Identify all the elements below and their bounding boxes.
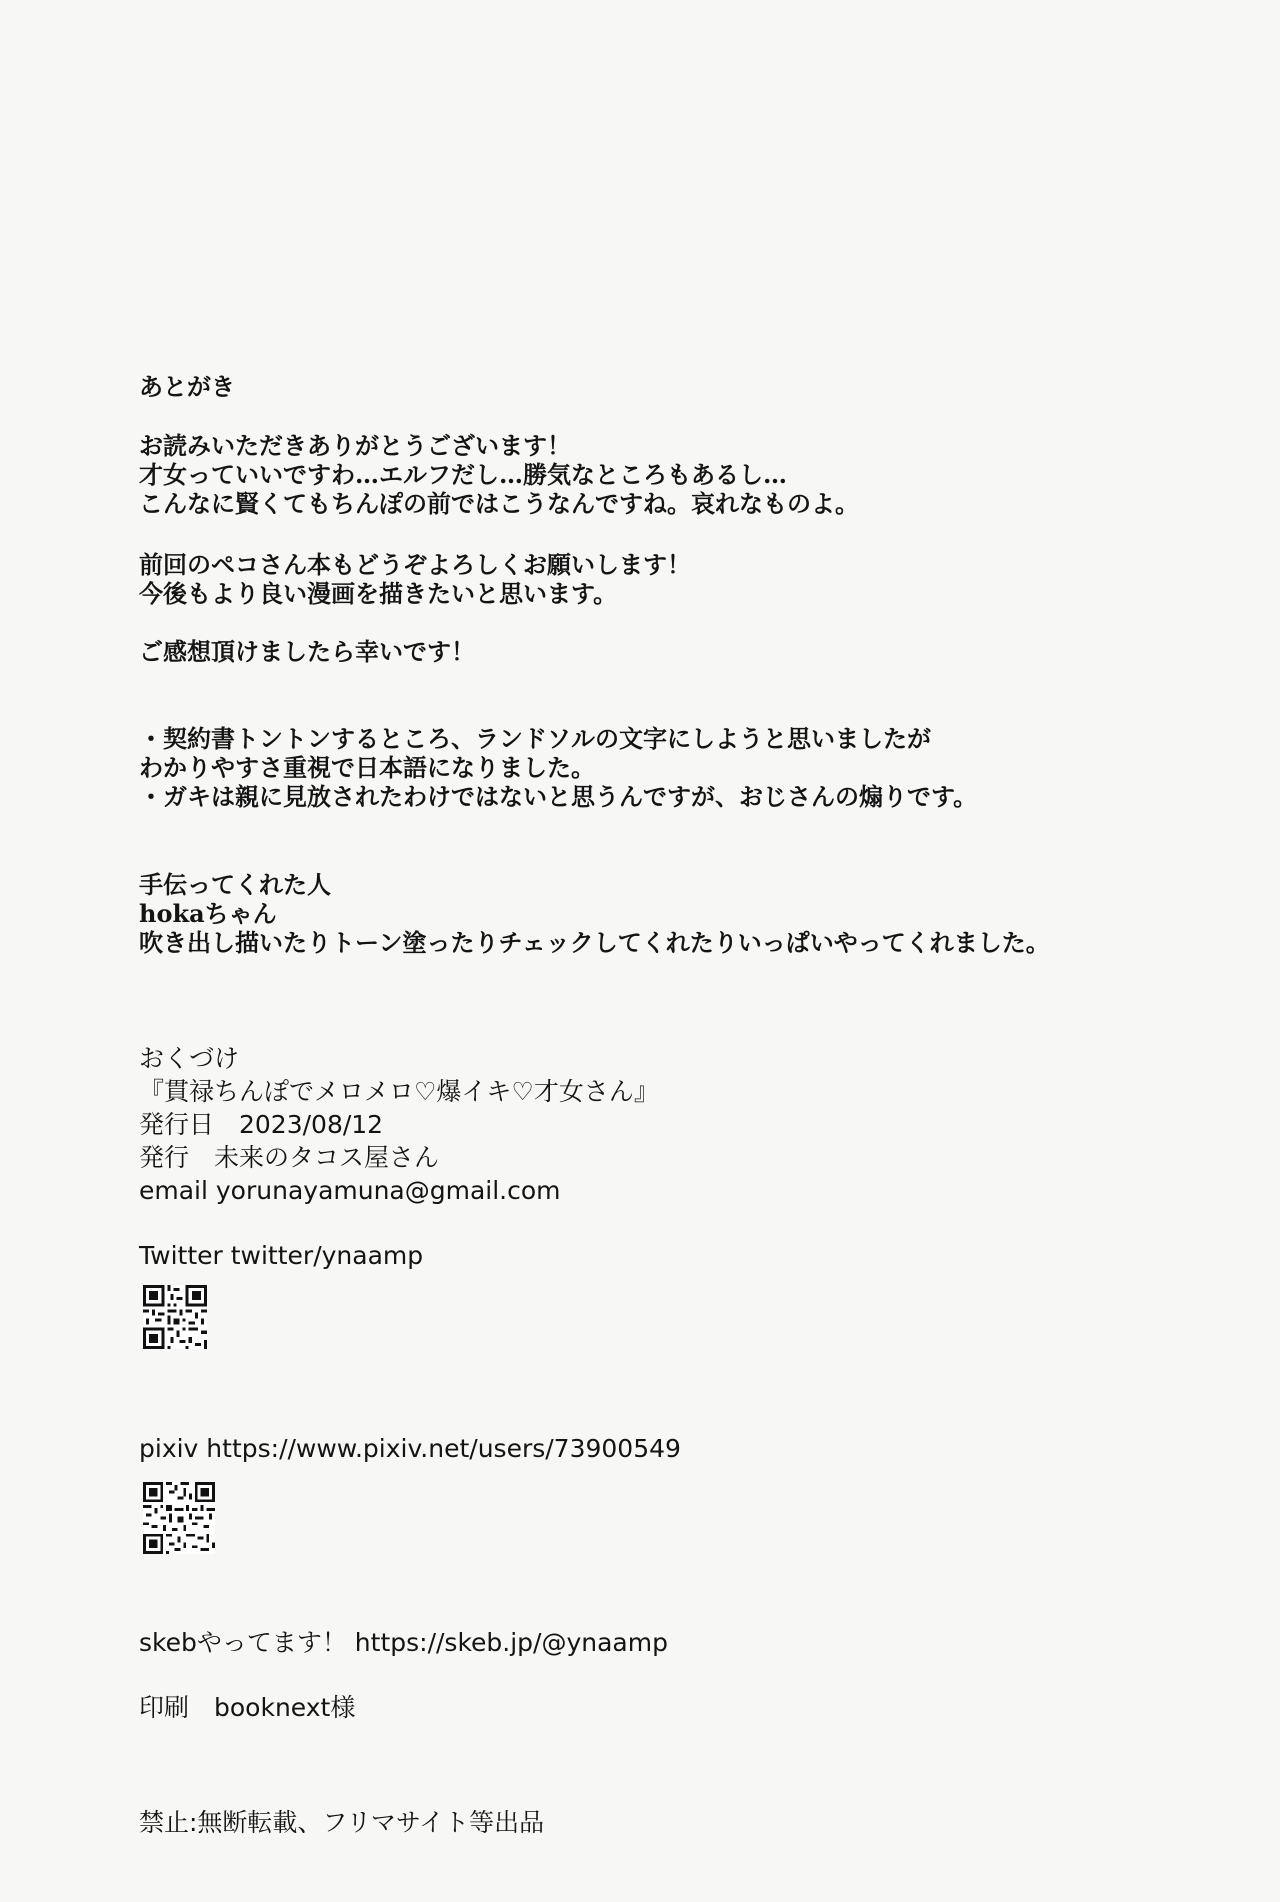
twitter-line: Twitter twitter/ynaamp	[139, 1241, 424, 1270]
book-title: 『貫禄ちんぽでメロメロ♡爆イキ♡才女さん』	[139, 1077, 659, 1106]
pixiv-qr-code	[143, 1482, 215, 1554]
afterword-line: 今後もより良い漫画を描きたいと思います。	[139, 579, 618, 608]
note-line: わかりやすさ重視で日本語になりました。	[139, 753, 595, 782]
helper-name: hokaちゃん	[139, 899, 277, 928]
publish-date: 発行日 2023/08/12	[139, 1110, 384, 1139]
afterword-heading: あとがき	[139, 372, 235, 401]
afterword-line: 前回のペコさん本もどうぞよろしくお願いします！	[139, 550, 691, 579]
note-line: ・ガキは親に見放されたわけではないと思うんですが、おじさんの煽りです。	[139, 782, 978, 811]
note-line: ・契約書トントンするところ、ランドソルの文字にしようと思いましたが	[139, 724, 931, 753]
colophon-heading: おくづけ	[139, 1044, 240, 1073]
prohibition-line: 禁止:無断転載、フリマサイト等出品	[139, 1808, 545, 1837]
pixiv-line: pixiv https://www.pixiv.net/users/73900549	[139, 1434, 681, 1463]
skeb-line: skebやってます！ https://skeb.jp/@ynaamp	[139, 1628, 668, 1657]
email-line: email yorunayamuna@gmail.com	[139, 1176, 561, 1205]
afterword-line: 才女っていいですわ…エルフだし…勝気なところもあるし…	[139, 460, 787, 489]
twitter-qr-code	[143, 1285, 207, 1349]
helper-note: 吹き出し描いたりトーン塗ったりチェックしてくれたりいっぱいやってくれました。	[139, 928, 1050, 957]
publisher: 発行 未来のタコス屋さん	[139, 1143, 440, 1172]
afterword-line: お読みいただきありがとうございます！	[139, 431, 571, 460]
afterword-line: こんなに賢くてもちんぽの前ではこうなんですね。哀れなものよ。	[139, 489, 859, 518]
afterword-line: ご感想頂けましたら幸いです！	[139, 637, 475, 666]
print-line: 印刷 booknext様	[139, 1693, 356, 1722]
helpers-label: 手伝ってくれた人	[139, 870, 331, 899]
